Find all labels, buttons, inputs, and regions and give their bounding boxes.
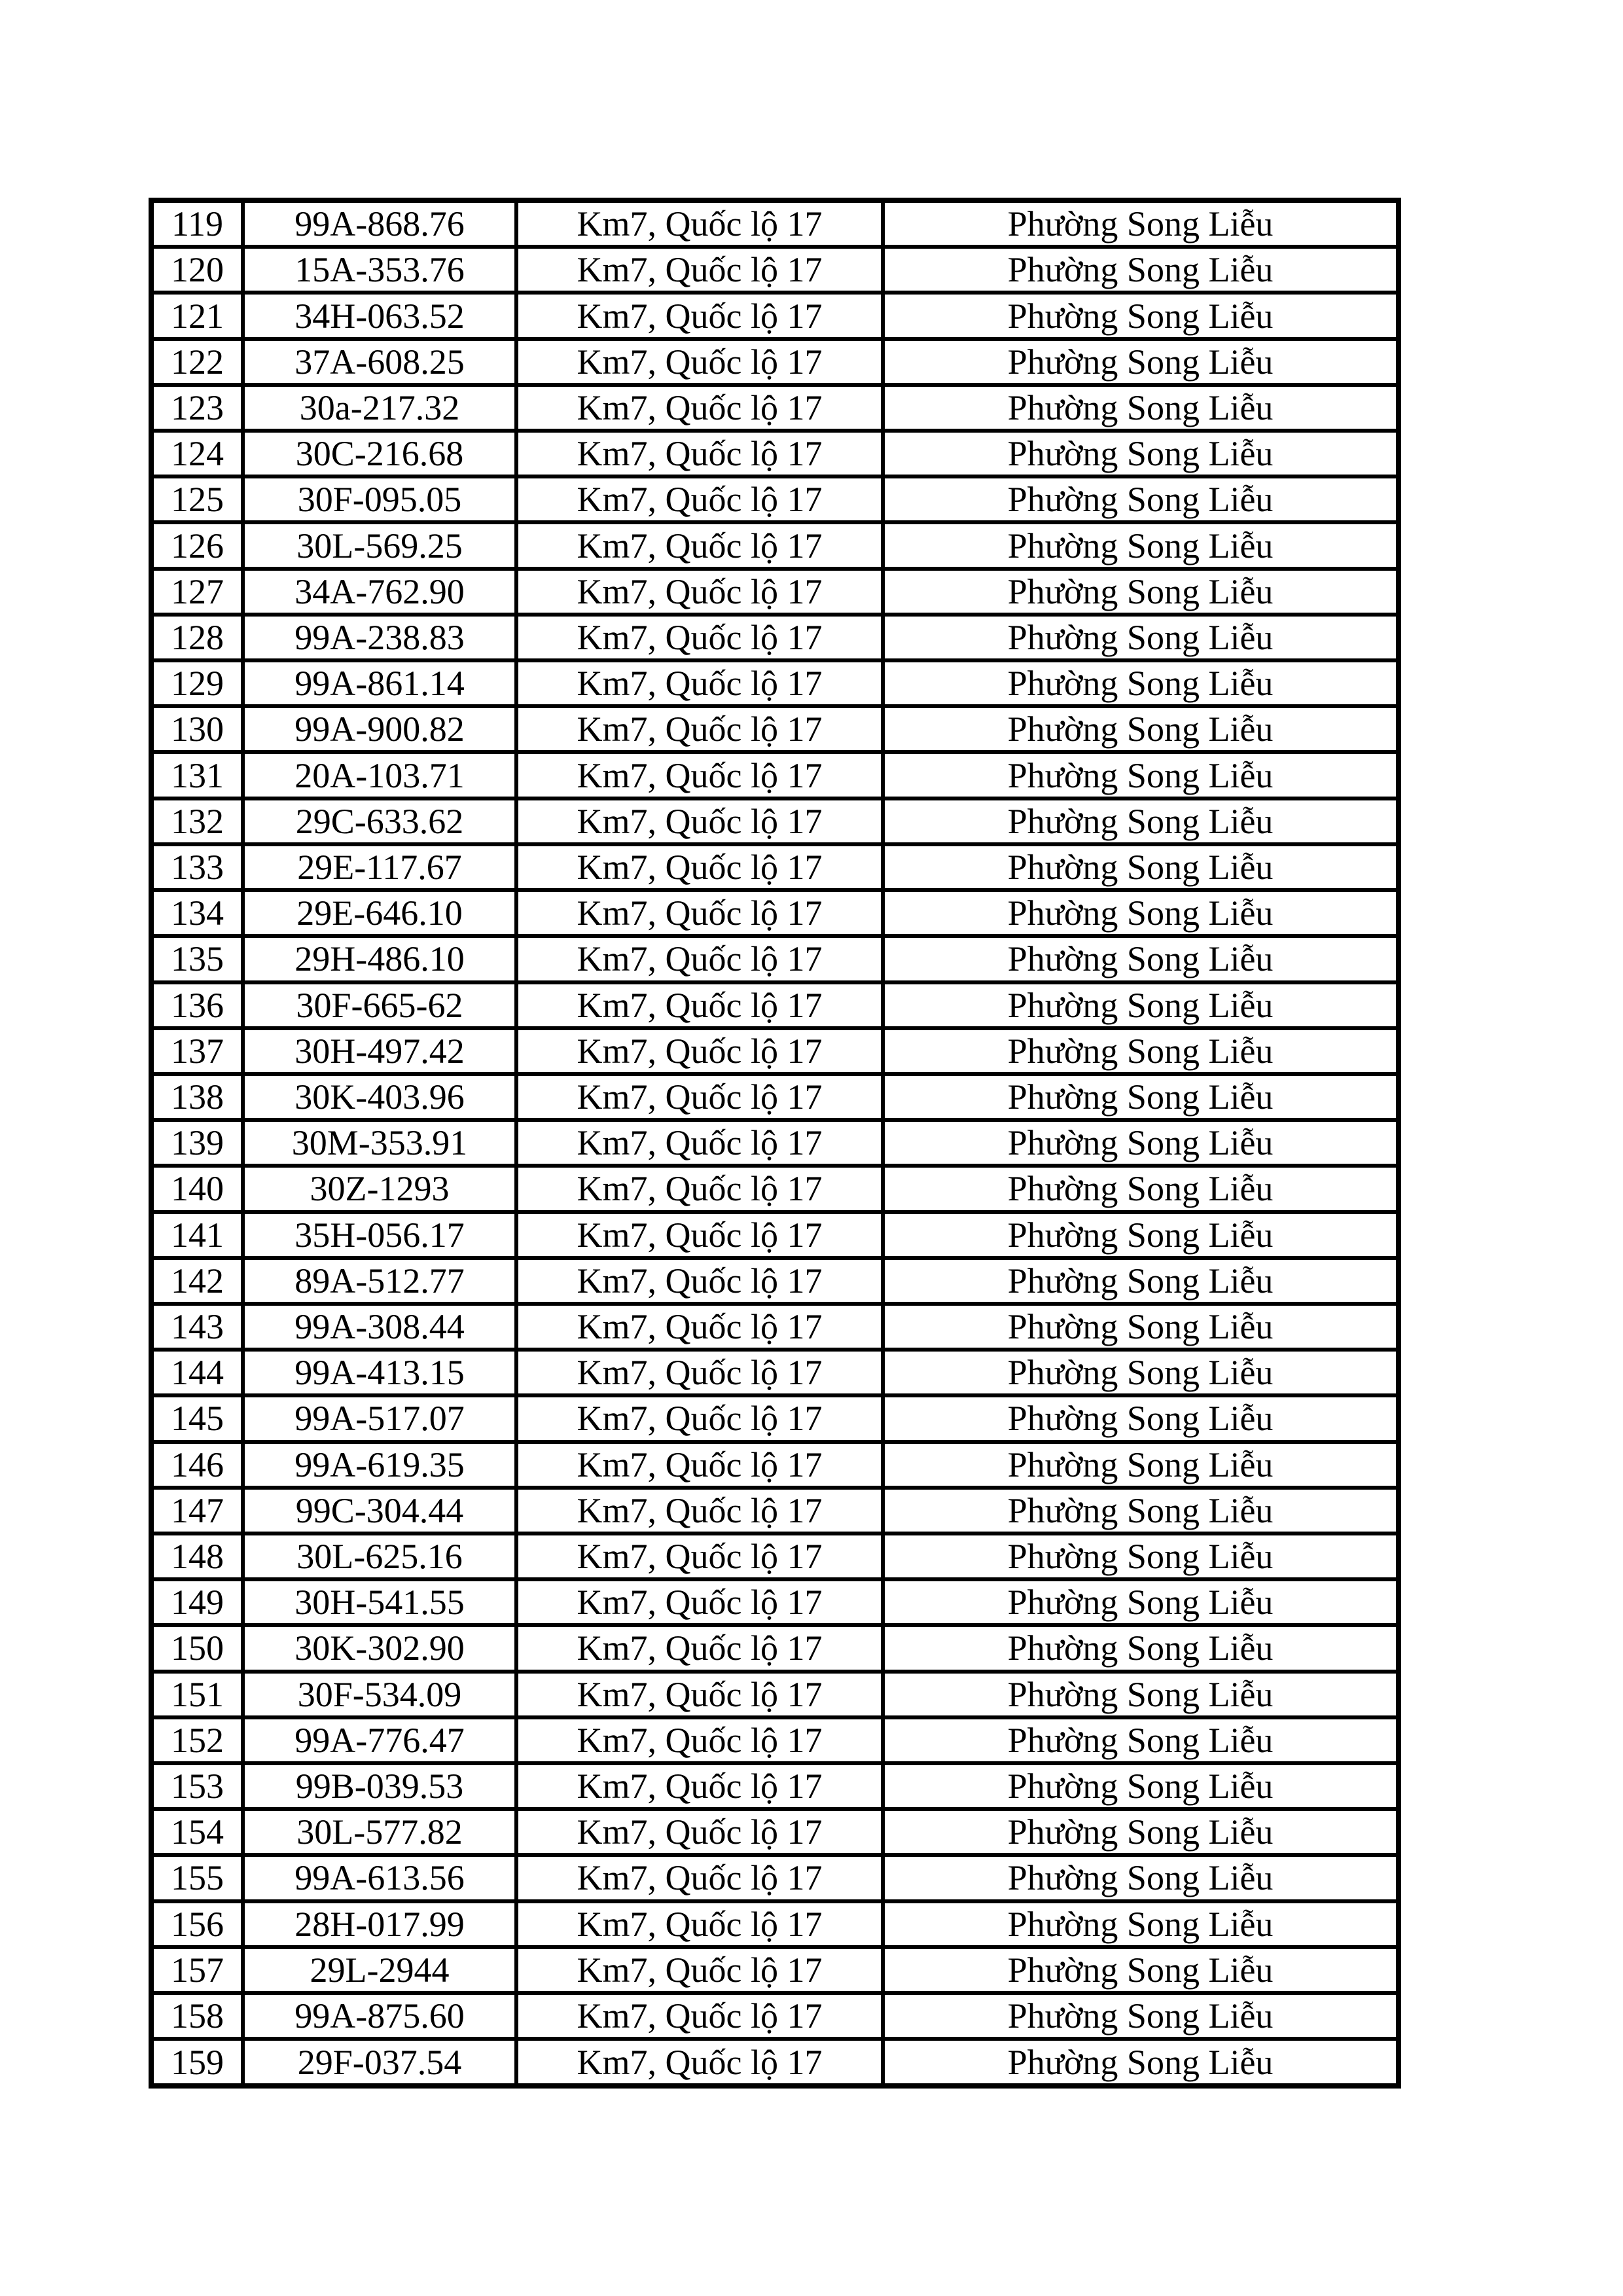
- ward-cell: Phường Song Liễu: [883, 1166, 1399, 1211]
- location-cell: Km7, Quốc lộ 17: [516, 385, 883, 431]
- table-row: [151, 1809, 1399, 1855]
- table-row: [151, 1258, 1399, 1304]
- plate-number-cell: 99A-308.44: [243, 1304, 516, 1350]
- table-row: [151, 1488, 1399, 1534]
- ward-cell: Phường Song Liễu: [883, 615, 1399, 660]
- location-cell: Km7, Quốc lộ 17: [516, 522, 883, 568]
- ward-cell: Phường Song Liễu: [883, 569, 1399, 615]
- plate-number-cell: 30F-534.09: [243, 1672, 516, 1717]
- plate-number-cell: 99B-039.53: [243, 1763, 516, 1809]
- location-cell: Km7, Quốc lộ 17: [516, 752, 883, 798]
- row-index-cell: 127: [151, 569, 243, 615]
- table-row: [151, 200, 1399, 247]
- row-index-cell: 137: [151, 1028, 243, 1074]
- plate-number-cell: 30F-095.05: [243, 476, 516, 522]
- table-row: [151, 1855, 1399, 1901]
- table-row: [151, 1993, 1399, 2039]
- location-cell: Km7, Quốc lộ 17: [516, 1534, 883, 1579]
- row-index-cell: 134: [151, 890, 243, 936]
- location-cell: Km7, Quốc lộ 17: [516, 615, 883, 660]
- plate-number-cell: 99A-861.14: [243, 660, 516, 706]
- location-cell: Km7, Quốc lộ 17: [516, 660, 883, 706]
- row-index-cell: 145: [151, 1395, 243, 1441]
- ward-cell: Phường Song Liễu: [883, 1350, 1399, 1395]
- ward-cell: Phường Song Liễu: [883, 1442, 1399, 1488]
- plate-number-cell: 29H-486.10: [243, 936, 516, 982]
- location-cell: Km7, Quốc lộ 17: [516, 1442, 883, 1488]
- table-row: [151, 982, 1399, 1028]
- row-index-cell: 155: [151, 1855, 243, 1901]
- plate-number-cell: 99A-900.82: [243, 706, 516, 752]
- location-cell: Km7, Quốc lộ 17: [516, 1350, 883, 1395]
- location-cell: Km7, Quốc lộ 17: [516, 890, 883, 936]
- row-index-cell: 124: [151, 431, 243, 476]
- plate-number-cell: 99A-868.76: [243, 200, 516, 247]
- location-cell: Km7, Quốc lộ 17: [516, 1901, 883, 1947]
- table-row: [151, 1304, 1399, 1350]
- row-index-cell: 130: [151, 706, 243, 752]
- ward-cell: Phường Song Liễu: [883, 706, 1399, 752]
- location-cell: Km7, Quốc lộ 17: [516, 1625, 883, 1671]
- row-index-cell: 140: [151, 1166, 243, 1211]
- location-cell: Km7, Quốc lộ 17: [516, 1120, 883, 1166]
- row-index-cell: 152: [151, 1717, 243, 1763]
- row-index-cell: 156: [151, 1901, 243, 1947]
- location-cell: Km7, Quốc lộ 17: [516, 1395, 883, 1441]
- ward-cell: Phường Song Liễu: [883, 1120, 1399, 1166]
- row-index-cell: 149: [151, 1579, 243, 1625]
- ward-cell: Phường Song Liễu: [883, 522, 1399, 568]
- table-row: [151, 522, 1399, 568]
- plate-number-cell: 99C-304.44: [243, 1488, 516, 1534]
- location-cell: Km7, Quốc lộ 17: [516, 1763, 883, 1809]
- ward-cell: Phường Song Liễu: [883, 890, 1399, 936]
- ward-cell: Phường Song Liễu: [883, 1625, 1399, 1671]
- row-index-cell: 154: [151, 1809, 243, 1855]
- location-cell: Km7, Quốc lộ 17: [516, 1993, 883, 2039]
- location-cell: Km7, Quốc lộ 17: [516, 2039, 883, 2086]
- row-index-cell: 119: [151, 200, 243, 247]
- table-row: [151, 293, 1399, 338]
- location-cell: Km7, Quốc lộ 17: [516, 1258, 883, 1304]
- ward-cell: Phường Song Liễu: [883, 200, 1399, 247]
- table-row: [151, 1947, 1399, 1993]
- plate-number-cell: 30L-625.16: [243, 1534, 516, 1579]
- row-index-cell: 141: [151, 1212, 243, 1258]
- ward-cell: Phường Song Liễu: [883, 798, 1399, 844]
- table-row: [151, 1717, 1399, 1763]
- plate-number-cell: 29E-646.10: [243, 890, 516, 936]
- location-cell: Km7, Quốc lộ 17: [516, 476, 883, 522]
- location-cell: Km7, Quốc lộ 17: [516, 431, 883, 476]
- ward-cell: Phường Song Liễu: [883, 385, 1399, 431]
- plate-number-cell: 34H-063.52: [243, 293, 516, 338]
- location-cell: Km7, Quốc lộ 17: [516, 1855, 883, 1901]
- row-index-cell: 148: [151, 1534, 243, 1579]
- table-row: [151, 752, 1399, 798]
- plate-number-cell: 99A-517.07: [243, 1395, 516, 1441]
- location-cell: Km7, Quốc lộ 17: [516, 1809, 883, 1855]
- location-cell: Km7, Quốc lộ 17: [516, 1672, 883, 1717]
- ward-cell: Phường Song Liễu: [883, 2039, 1399, 2086]
- ward-cell: Phường Song Liễu: [883, 1212, 1399, 1258]
- row-index-cell: 133: [151, 844, 243, 890]
- ward-cell: Phường Song Liễu: [883, 1993, 1399, 2039]
- row-index-cell: 128: [151, 615, 243, 660]
- plate-number-cell: 30L-569.25: [243, 522, 516, 568]
- table-row: [151, 936, 1399, 982]
- table-row: [151, 706, 1399, 752]
- ward-cell: Phường Song Liễu: [883, 247, 1399, 293]
- table-row: [151, 1672, 1399, 1717]
- table-row: [151, 1579, 1399, 1625]
- row-index-cell: 135: [151, 936, 243, 982]
- table-row: [151, 1901, 1399, 1947]
- table-row: [151, 1625, 1399, 1671]
- ward-cell: Phường Song Liễu: [883, 1763, 1399, 1809]
- location-cell: Km7, Quốc lộ 17: [516, 1074, 883, 1120]
- table-row: [151, 1442, 1399, 1488]
- table-row: [151, 1074, 1399, 1120]
- table-row: [151, 247, 1399, 293]
- plate-number-cell: 99A-613.56: [243, 1855, 516, 1901]
- ward-cell: Phường Song Liễu: [883, 1672, 1399, 1717]
- ward-cell: Phường Song Liễu: [883, 1074, 1399, 1120]
- plate-number-cell: 30a-217.32: [243, 385, 516, 431]
- row-index-cell: 153: [151, 1763, 243, 1809]
- plate-number-cell: 30C-216.68: [243, 431, 516, 476]
- row-index-cell: 120: [151, 247, 243, 293]
- plate-number-cell: 34A-762.90: [243, 569, 516, 615]
- table-row: [151, 1212, 1399, 1258]
- table-row: [151, 1028, 1399, 1074]
- row-index-cell: 126: [151, 522, 243, 568]
- row-index-cell: 132: [151, 798, 243, 844]
- table-row: [151, 1166, 1399, 1211]
- ward-cell: Phường Song Liễu: [883, 476, 1399, 522]
- plate-number-cell: 99A-776.47: [243, 1717, 516, 1763]
- ward-cell: Phường Song Liễu: [883, 1947, 1399, 1993]
- table-row: [151, 569, 1399, 615]
- ward-cell: Phường Song Liễu: [883, 1488, 1399, 1534]
- row-index-cell: 147: [151, 1488, 243, 1534]
- ward-cell: Phường Song Liễu: [883, 1855, 1399, 1901]
- location-cell: Km7, Quốc lộ 17: [516, 1579, 883, 1625]
- table-row: [151, 844, 1399, 890]
- table-row: [151, 1120, 1399, 1166]
- table-row: [151, 476, 1399, 522]
- location-cell: Km7, Quốc lộ 17: [516, 1947, 883, 1993]
- plate-number-cell: 29L-2944: [243, 1947, 516, 1993]
- ward-cell: Phường Song Liễu: [883, 1028, 1399, 1074]
- ward-cell: Phường Song Liễu: [883, 1395, 1399, 1441]
- ward-cell: Phường Song Liễu: [883, 1809, 1399, 1855]
- table-row: [151, 1763, 1399, 1809]
- location-cell: Km7, Quốc lộ 17: [516, 569, 883, 615]
- table-row: [151, 339, 1399, 385]
- ward-cell: Phường Song Liễu: [883, 293, 1399, 338]
- plate-number-cell: 30M-353.91: [243, 1120, 516, 1166]
- ward-cell: Phường Song Liễu: [883, 1579, 1399, 1625]
- plate-number-cell: 15A-353.76: [243, 247, 516, 293]
- plate-number-cell: 29C-633.62: [243, 798, 516, 844]
- plate-number-cell: 89A-512.77: [243, 1258, 516, 1304]
- ward-cell: Phường Song Liễu: [883, 660, 1399, 706]
- table-row: [151, 1395, 1399, 1441]
- ward-cell: Phường Song Liễu: [883, 844, 1399, 890]
- table-row: [151, 798, 1399, 844]
- plate-number-cell: 28H-017.99: [243, 1901, 516, 1947]
- row-index-cell: 123: [151, 385, 243, 431]
- row-index-cell: 143: [151, 1304, 243, 1350]
- location-cell: Km7, Quốc lộ 17: [516, 247, 883, 293]
- location-cell: Km7, Quốc lộ 17: [516, 982, 883, 1028]
- location-cell: Km7, Quốc lộ 17: [516, 1304, 883, 1350]
- plate-number-cell: 30H-541.55: [243, 1579, 516, 1625]
- ward-cell: Phường Song Liễu: [883, 339, 1399, 385]
- plate-number-cell: 99A-619.35: [243, 1442, 516, 1488]
- table-row: [151, 615, 1399, 660]
- ward-cell: Phường Song Liễu: [883, 1534, 1399, 1579]
- plate-number-cell: 30L-577.82: [243, 1809, 516, 1855]
- plate-number-cell: 29F-037.54: [243, 2039, 516, 2086]
- plate-table-body: [151, 200, 1399, 2086]
- location-cell: Km7, Quốc lộ 17: [516, 1212, 883, 1258]
- location-cell: Km7, Quốc lộ 17: [516, 200, 883, 247]
- ward-cell: Phường Song Liễu: [883, 1901, 1399, 1947]
- table-row: [151, 2039, 1399, 2086]
- row-index-cell: 144: [151, 1350, 243, 1395]
- plate-number-cell: 99A-413.15: [243, 1350, 516, 1395]
- plate-number-cell: 37A-608.25: [243, 339, 516, 385]
- ward-cell: Phường Song Liễu: [883, 1304, 1399, 1350]
- row-index-cell: 158: [151, 1993, 243, 2039]
- table-row: [151, 1350, 1399, 1395]
- table-row: [151, 1534, 1399, 1579]
- table-row: [151, 385, 1399, 431]
- table-row: [151, 431, 1399, 476]
- plate-number-cell: 35H-056.17: [243, 1212, 516, 1258]
- ward-cell: Phường Song Liễu: [883, 982, 1399, 1028]
- plate-number-cell: 30K-302.90: [243, 1625, 516, 1671]
- location-cell: Km7, Quốc lộ 17: [516, 1717, 883, 1763]
- row-index-cell: 122: [151, 339, 243, 385]
- plate-number-cell: 30K-403.96: [243, 1074, 516, 1120]
- row-index-cell: 157: [151, 1947, 243, 1993]
- row-index-cell: 151: [151, 1672, 243, 1717]
- location-cell: Km7, Quốc lộ 17: [516, 293, 883, 338]
- location-cell: Km7, Quốc lộ 17: [516, 706, 883, 752]
- row-index-cell: 146: [151, 1442, 243, 1488]
- location-cell: Km7, Quốc lộ 17: [516, 798, 883, 844]
- ward-cell: Phường Song Liễu: [883, 1258, 1399, 1304]
- location-cell: Km7, Quốc lộ 17: [516, 1028, 883, 1074]
- plate-number-cell: 30Z-1293: [243, 1166, 516, 1211]
- row-index-cell: 138: [151, 1074, 243, 1120]
- ward-cell: Phường Song Liễu: [883, 936, 1399, 982]
- row-index-cell: 129: [151, 660, 243, 706]
- row-index-cell: 121: [151, 293, 243, 338]
- plate-number-cell: 30F-665-62: [243, 982, 516, 1028]
- plate-number-cell: 99A-238.83: [243, 615, 516, 660]
- row-index-cell: 150: [151, 1625, 243, 1671]
- row-index-cell: 136: [151, 982, 243, 1028]
- row-index-cell: 139: [151, 1120, 243, 1166]
- row-index-cell: 125: [151, 476, 243, 522]
- plate-number-cell: 99A-875.60: [243, 1993, 516, 2039]
- row-index-cell: 142: [151, 1258, 243, 1304]
- row-index-cell: 131: [151, 752, 243, 798]
- plate-number-cell: 20A-103.71: [243, 752, 516, 798]
- ward-cell: Phường Song Liễu: [883, 1717, 1399, 1763]
- ward-cell: Phường Song Liễu: [883, 431, 1399, 476]
- table-row: [151, 660, 1399, 706]
- location-cell: Km7, Quốc lộ 17: [516, 844, 883, 890]
- row-index-cell: 159: [151, 2039, 243, 2086]
- plate-number-cell: 29E-117.67: [243, 844, 516, 890]
- ward-cell: Phường Song Liễu: [883, 752, 1399, 798]
- table-row: [151, 890, 1399, 936]
- plate-number-cell: 30H-497.42: [243, 1028, 516, 1074]
- location-cell: Km7, Quốc lộ 17: [516, 1166, 883, 1211]
- location-cell: Km7, Quốc lộ 17: [516, 339, 883, 385]
- location-cell: Km7, Quốc lộ 17: [516, 936, 883, 982]
- vehicle-plate-table: [149, 198, 1401, 2089]
- location-cell: Km7, Quốc lộ 17: [516, 1488, 883, 1534]
